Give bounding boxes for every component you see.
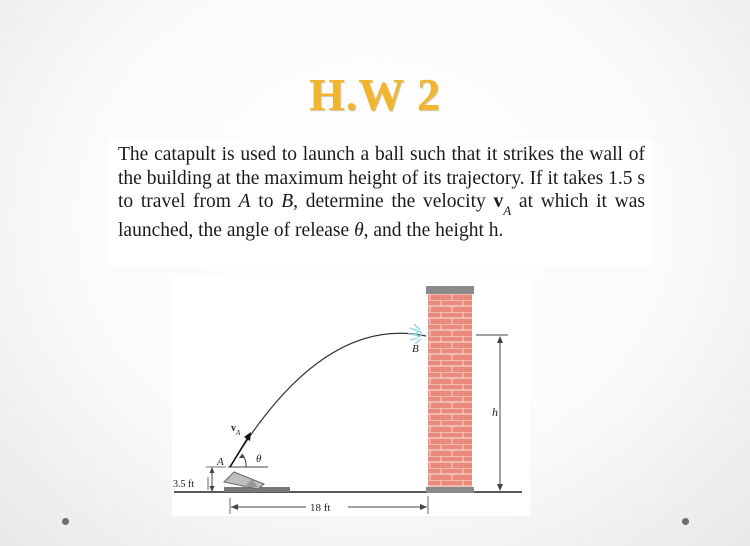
- problem-text-part-1: The catapult is used to launch a ball such that it strikes the wall of the building at the maximum height of its trajectory. If it takes 1.5 s to travel from: [118, 144, 645, 212]
- trajectory-curve: [230, 333, 426, 467]
- label-theta: θ: [256, 453, 262, 465]
- label-velocity: v: [231, 423, 236, 434]
- height-dim-arrow-top: [210, 467, 215, 473]
- label-h: h: [492, 405, 498, 419]
- problem-statement: [108, 140, 653, 266]
- velocity-symbol: v: [493, 191, 504, 212]
- point-a-ref: A: [238, 191, 251, 212]
- distance-arrow-right: [420, 504, 427, 510]
- problem-text-part-4: , and the height h.: [363, 220, 504, 242]
- h-arrow-bottom: [497, 484, 503, 491]
- catapult-arm: [224, 472, 264, 489]
- catapult-figure: [172, 276, 530, 516]
- slide-bullet-right: [682, 518, 689, 525]
- catapult-diagram: [172, 276, 530, 516]
- problem-text-part-2: , determine the velocity: [293, 191, 494, 212]
- theta-ref: θ: [354, 220, 364, 242]
- label-point-a: A: [217, 456, 224, 468]
- velocity-subscript: A: [503, 202, 512, 218]
- label-point-b: B: [412, 343, 419, 355]
- h-arrow-top: [497, 336, 503, 343]
- wall-cap: [426, 286, 474, 294]
- problem-text-to: to: [250, 191, 282, 212]
- height-dim-arrow-bottom: [210, 486, 215, 492]
- label-velocity-subscript: A: [236, 429, 241, 437]
- problem-text: [108, 140, 653, 243]
- brick-wall: [428, 292, 472, 488]
- slide-title: H.W 2: [309, 69, 441, 120]
- problem-text-part-3: at which it was launched, the angle of release: [118, 191, 645, 242]
- wall-base: [426, 487, 474, 493]
- slide-bullet-left: [62, 518, 69, 525]
- label-distance-18ft: 18 ft: [310, 502, 331, 514]
- label-height-3-5ft: 3.5 ft: [173, 479, 195, 490]
- velocity-vector-symbol: [494, 190, 512, 219]
- distance-arrow-left: [231, 504, 238, 510]
- point-b-ref: B: [281, 191, 294, 212]
